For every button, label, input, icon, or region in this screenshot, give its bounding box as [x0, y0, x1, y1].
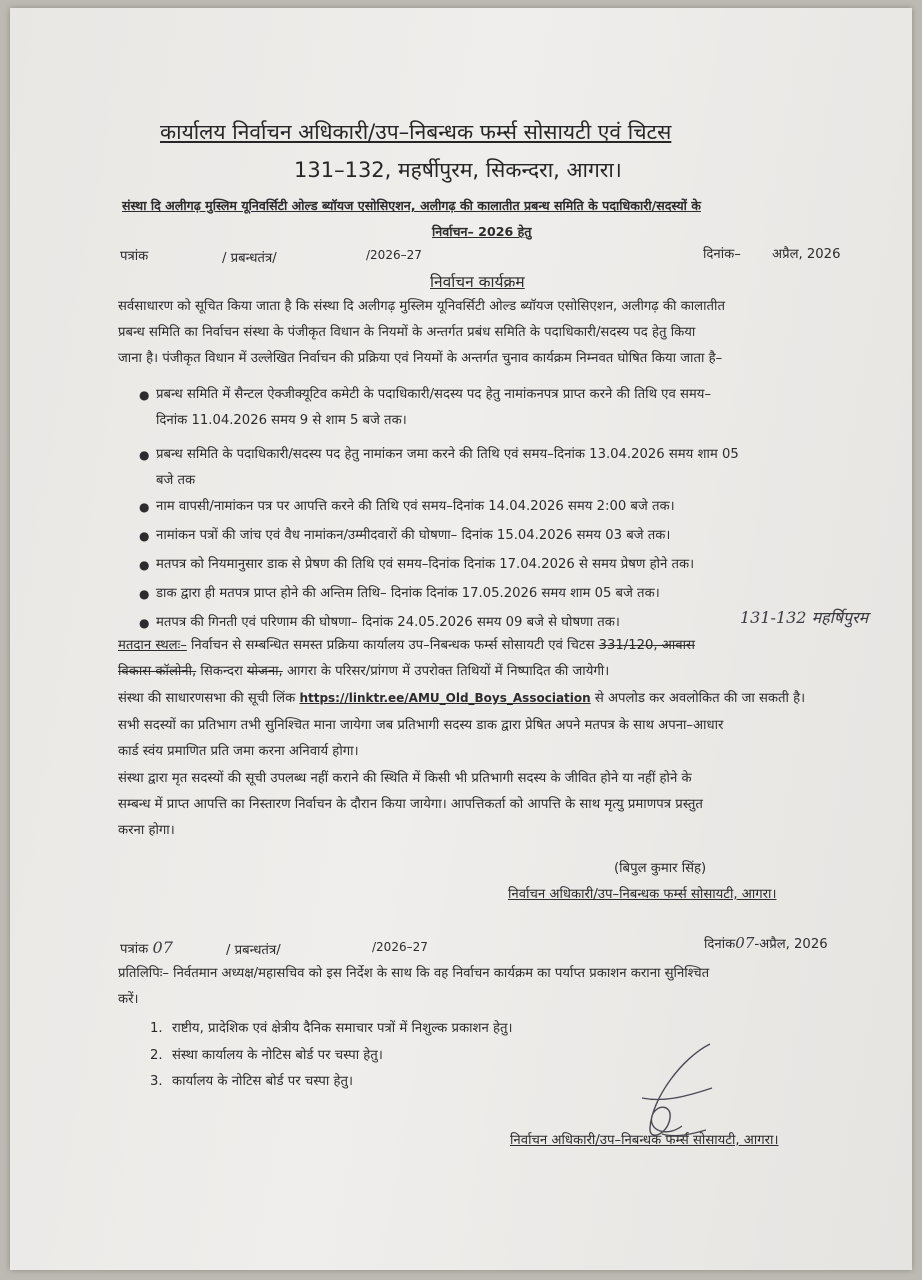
- voter-list-link[interactable]: https://linktr.ee/AMU_Old_Boys_Association: [299, 691, 591, 705]
- document-page: [10, 8, 912, 1270]
- venue-line-1: मतदान स्थलः– निर्वाचन से सम्बन्धित समस्त प्रक्रिया कार्यालय उप–निबन्धक फर्म्स सोसायटी एवं चिटस 331/120, आवास: [118, 638, 695, 653]
- intro-line-1: सर्वसाधारण को सूचित किया जाता है कि संस्था दि अलीगढ़ मुस्लिम यूनिवर्सिटी ओल्ड ब्यॉयज एसोसिएशन, अलीगढ़ की कालातीत: [118, 299, 725, 314]
- venue-label: मतदान स्थलः–: [118, 638, 187, 653]
- bullet-icon: ●: [139, 448, 150, 462]
- office-title: कार्यालय निर्वाचन अधिकारी/उप–निबन्धक फर्म्स सोसायटी एवं चिटस: [160, 120, 672, 144]
- signatory-name: (बिपुल कुमार सिंह): [614, 861, 707, 876]
- ref2-patrank: पत्रांक 07: [120, 938, 173, 957]
- subject-line-2: निर्वाचन– 2026 हेतु: [432, 224, 532, 239]
- bullet-icon: ●: [139, 616, 150, 630]
- ref-date-value: अप्रैल, 2026: [772, 247, 841, 262]
- ref2-year: /2026–27: [372, 940, 428, 954]
- ref-year: /2026–27: [366, 248, 422, 262]
- ref2-date: दिनांक07-अप्रैल, 2026: [704, 934, 828, 952]
- deceased-line-3: करना होगा।: [118, 823, 175, 838]
- list-item: 1. राष्टीय, प्रादेशिक एवं क्षेत्रीय दैनिक समाचार पत्रों में निशुल्क प्रकाशन हेतु।: [150, 1021, 513, 1036]
- copy-line-1: प्रतिलिपिः– निर्वतमान अध्यक्ष/महासचिव को इस निर्देश के साथ कि वह निर्वाचन कार्यक्रम का पर्याप्त प्रकाशन कराना सुनिश्चित: [118, 966, 710, 981]
- subject-line-1: संस्था दि अलीगढ़ मुस्लिम यूनिवर्सिटी ओल्ड ब्यॉयज एसोसिएशन, अलीगढ़ की कालातीत प्रबन्ध समिति के पदाधिकारी/सदस्यों के: [122, 198, 701, 213]
- bullet-icon: ●: [139, 529, 150, 543]
- handwritten-date: 07: [735, 934, 755, 952]
- list-item: 2. संस्था कार्यालय के नोटिस बोर्ड पर चस्पा हेतु।: [150, 1048, 383, 1063]
- list-item: ● मतपत्र को नियमानुसार डाक से प्रेषण की तिथि एवं समय–दिनांक दिनांक 17.04.2026 से समय प्रेषण होने तक।: [156, 552, 694, 578]
- intro-line-3: जाना है। पंजीकृत विधान में उल्लेखित निर्वाचन की प्रक्रिया एवं नियमों के अन्तर्गत चुनाव कार्यक्रम निम्नवत घोषित किया जाता है–: [118, 351, 723, 366]
- list-item: ● नामांकन पत्रों की जांच एवं वैध नामांकन/उम्मीदवारों की घोषणा– दिनांक 15.04.2026 समय 03 बजे तक।: [156, 523, 670, 549]
- ref-prabandh: / प्रबन्धतंत्र/: [222, 251, 277, 266]
- participation-line-1: सभी सदस्यों का प्रतिभाग तभी सुनिश्चित माना जायेगा जब प्रतिभागी सदस्य डाक द्वारा प्रेषित अपने मतपत्र के साथ अपना–आधार: [118, 718, 724, 733]
- bullet-icon: ●: [139, 500, 150, 514]
- list-item-continuation: दिनांक 11.04.2026 समय 9 से शाम 5 बजे तक।: [156, 413, 407, 428]
- list-item: ● मतपत्र की गिनती एवं परिणाम की घोषणा– दिनांक 24.05.2026 समय 09 बजे से घोषणा तक।: [156, 610, 620, 636]
- list-item: ● डाक द्वारा ही मतपत्र प्राप्त होने की अन्तिम तिथि– दिनांक दिनांक 17.05.2026 समय शाम 05 बजे तक।: [156, 581, 660, 607]
- participation-line-2: कार्ड स्वंय प्रमाणित प्रति जमा करना अनिवार्य होगा।: [118, 744, 359, 759]
- handwritten-address-correction: 131-132 महर्षिपुरम: [740, 608, 869, 627]
- venue-line-2: विकास कॉलोनी, सिकन्दरा योजना, आगरा के परिसर/प्रांगण में उपरोक्त तिथियों में निष्पादित की जायेगी।: [118, 664, 610, 679]
- handwritten-number: 07: [152, 938, 173, 957]
- bullet-icon: ●: [139, 587, 150, 601]
- list-item: ● नाम वापसी/नामांकन पत्र पर आपत्ति करने की तिथि एवं समय–दिनांक 14.04.2026 समय 2:00 बजे तक।: [156, 494, 675, 520]
- deceased-line-1: संस्था द्वारा मृत सदस्यों की सूची उपलब्ध नहीं कराने की स्थिति में किसी भी प्रतिभागी सदस्य के जीवित होने या नहीं होने के: [118, 771, 692, 786]
- list-item: ● प्रबन्ध समिति के पदाधिकारी/सदस्य पद हेतु नामांकन जमा करने की तिथि एवं समय–दिनांक 13.04.2026 समय शाम 05: [156, 442, 739, 468]
- intro-line-2: प्रबन्ध समिति का निर्वाचन संस्था के पंजीकृत विधान के नियमों के अन्तर्गत प्रबंध समिति के पदाधिकारी/सदस्य पद हेतु किया: [118, 325, 696, 340]
- bullet-icon: ●: [139, 388, 150, 402]
- signatory-designation: निर्वाचन अधिकारी/उप–निबन्धक फर्म्स सोसायटी, आगरा।: [508, 887, 777, 902]
- copy-line-2: करें।: [118, 992, 139, 1007]
- section-title: निर्वाचन कार्यक्रम: [430, 273, 525, 291]
- struck-address: 331/120, आवास: [598, 638, 695, 653]
- list-item: 3. कार्यालय के नोटिस बोर्ड पर चस्पा हेतु।: [150, 1074, 354, 1089]
- footer-designation: निर्वाचन अधिकारी/उप–निबन्धक फर्म्स सोसायटी, आगरा।: [510, 1133, 779, 1148]
- ref-date-label: दिनांक–: [703, 247, 741, 262]
- list-item-continuation: बजे तक: [156, 473, 196, 488]
- deceased-line-2: सम्बन्ध में प्राप्त आपत्ति का निस्तारण निर्वाचन के दौरान किया जायेगा। आपत्तिकर्ता को आपत्ति के साथ मृत्यु प्रमाणपत्र प्रस्तुत: [118, 797, 703, 812]
- voter-list-line: संस्था की साधारणसभा की सूची लिंक https://linktr.ee/AMU_Old_Boys_Association से अपलोड कर अवलोकित की जा सकती है।: [118, 691, 806, 706]
- bullet-icon: ●: [139, 558, 150, 572]
- ref2-prabandh: / प्रबन्धतंत्र/: [226, 943, 281, 958]
- list-item: ● प्रबन्ध समिति में सैन्टल ऐक्जीक्यूटिव कमेटी के पदाधिकारी/सदस्य पद हेतु नामांकनपत्र प्राप्त करने की तिथि एव समय–: [156, 382, 711, 408]
- office-address: 131–132, महर्षीपुरम, सिकन्दरा, आगरा।: [294, 158, 622, 182]
- ref-patrank: पत्रांक: [120, 249, 149, 264]
